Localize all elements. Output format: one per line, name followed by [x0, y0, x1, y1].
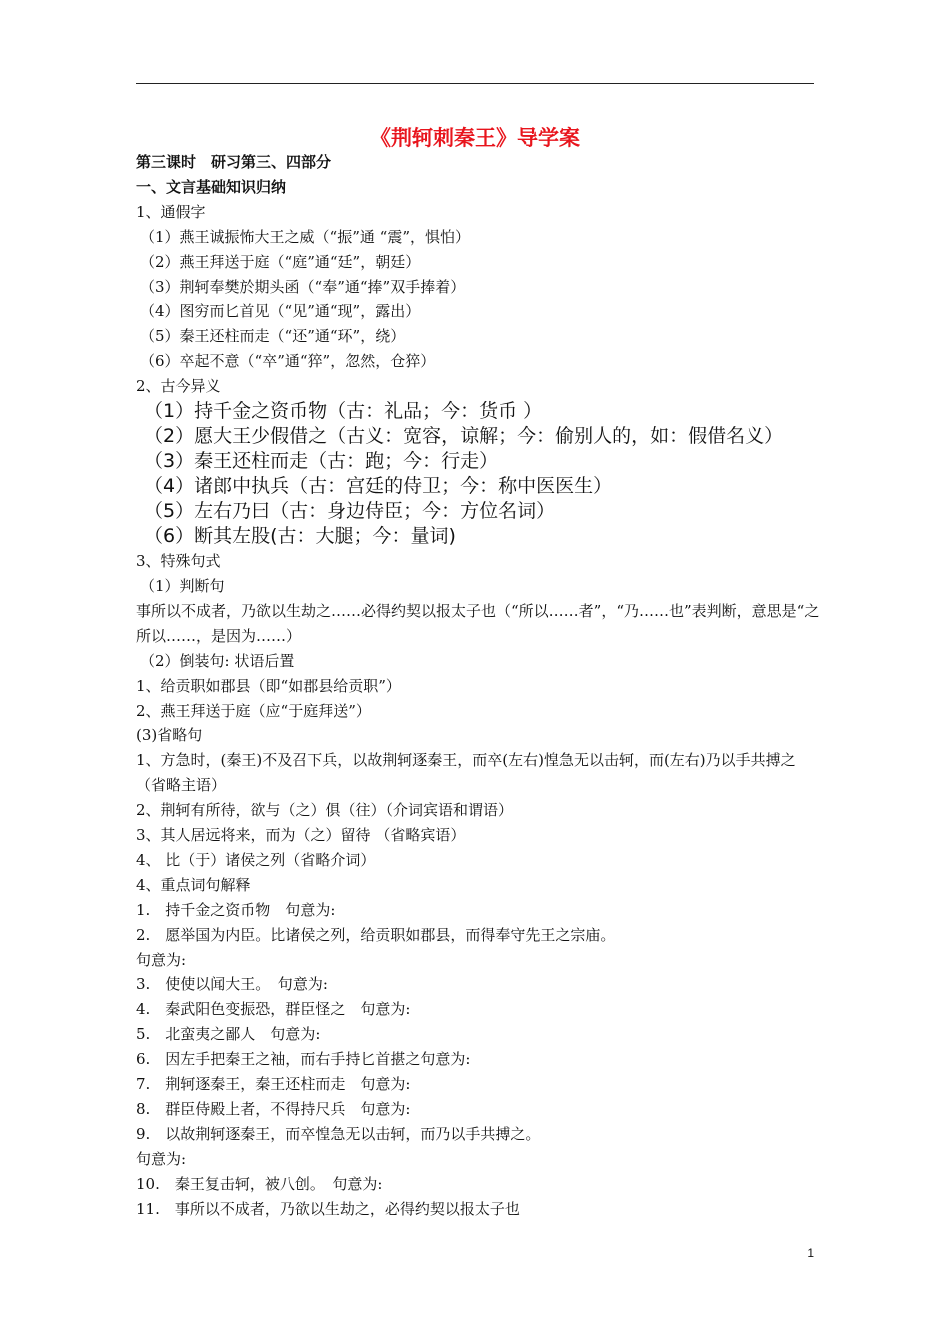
text-line: 3. 使使以闻大王。 句意为:	[136, 975, 328, 994]
text-line: （3）荆轲奉樊於期头函（“奉”通“捧”双手捧着）	[140, 277, 466, 296]
text-line: 5. 北蛮夷之鄙人 句意为:	[136, 1025, 321, 1044]
header-rule	[136, 83, 814, 84]
text-line: （2）愿大王少假借之（古义：宽容，谅解；今：偷别人的，如：假借名义）	[144, 425, 784, 448]
text-line: 3、特殊句式	[136, 552, 221, 571]
text-line: 一、文言基础知识归纳	[136, 177, 287, 196]
text-line: （4）诸郎中执兵（古：宫廷的侍卫；今：称中医医生）	[144, 475, 613, 498]
text-line: （5）左右乃曰（古：身边侍臣；今：方位名词）	[144, 500, 556, 523]
text-line: 句意为:	[136, 950, 187, 969]
text-line: 1、通假字	[136, 202, 206, 221]
text-line: 11. 事所以不成者，乃欲以生劫之，必得约契以报太子也	[136, 1199, 520, 1218]
text-line: 2、荆轲有所待，欲与（之）俱（往）（介词宾语和谓语）	[136, 801, 514, 820]
text-line: 3、其人居远将来，而为（之）留待 （省略宾语）	[136, 826, 466, 845]
text-line: （2）燕王拜送于庭（“庭”通“廷”，朝廷）	[140, 252, 421, 271]
text-line: 2. 愿举国为内臣。比诸侯之列，给贡职如郡县，而得奉守先王之宗庙。	[136, 925, 616, 944]
text-line: （6）卒起不意（“卒”通“猝”，忽然，仓猝）	[140, 352, 436, 371]
document-body	[136, 150, 820, 1222]
text-line: （6）断其左股(古：大腿；今：量词)	[144, 525, 456, 548]
text-line: 1、给贡职如郡县（即“如郡县给贡职”）	[136, 676, 401, 695]
text-line: 1、方急时，(秦王)不及召下兵，以故荆轲逐秦王，而卒(左右)惶急无以击轲，而(左右)乃以手共搏之（省略主语）	[136, 751, 796, 795]
text-line: 4、 比（于）诸侯之列（省略介词）	[136, 850, 376, 869]
text-line: 9. 以故荆轲逐秦王，而卒惶急无以击轲，而乃以手共搏之。	[136, 1124, 541, 1143]
text-line: （3）秦王还柱而走（古：跑；今：行走）	[144, 450, 499, 473]
text-line: 第三课时 研习第三、四部分	[136, 153, 332, 171]
text-line: 1. 持千金之资币物 句意为:	[136, 900, 336, 919]
text-line: （4）图穷而匕首见（“见”通“现”，露出）	[140, 302, 421, 321]
text-line: 4、重点词句解释	[136, 875, 251, 894]
text-line: （1）燕王诚振怖大王之威（“振”通 “震”，惧怕）	[140, 227, 470, 246]
page-number: 1	[807, 1246, 814, 1260]
text-line: (3)省略句	[136, 726, 203, 745]
document-title: 《荆轲刺秦王》导学案	[370, 126, 580, 150]
text-line: 事所以不成者，乃欲以生劫之……必得约契以报太子也（“所以……者”，“乃……也”表判断，意思是“之所以……，是因为……）	[136, 601, 820, 645]
text-line: 6. 因左手把秦王之袖，而右手持匕首揕之句意为:	[136, 1050, 471, 1069]
text-line: 10. 秦王复击轲，被八创。 句意为:	[136, 1174, 383, 1193]
text-line: （1）判断句	[140, 576, 225, 595]
text-line: 句意为:	[136, 1149, 187, 1168]
text-line: （5）秦王还柱而走（“还”通“环”，绕）	[140, 327, 406, 346]
text-line: 2、古今异义	[136, 377, 221, 396]
text-line: （2）倒装句: 状语后置	[140, 651, 295, 670]
text-line: 2、燕王拜送于庭（应“于庭拜送”）	[136, 701, 371, 720]
text-line: 4. 秦武阳色变振恐，群臣怪之 句意为:	[136, 1000, 411, 1019]
text-line: （1）持千金之资币物（古：礼品；今：货币 ）	[144, 400, 543, 423]
text-line: 7. 荆轲逐秦王，秦王还柱而走 句意为:	[136, 1075, 411, 1094]
text-line: 8. 群臣侍殿上者，不得持尺兵 句意为:	[136, 1100, 411, 1118]
